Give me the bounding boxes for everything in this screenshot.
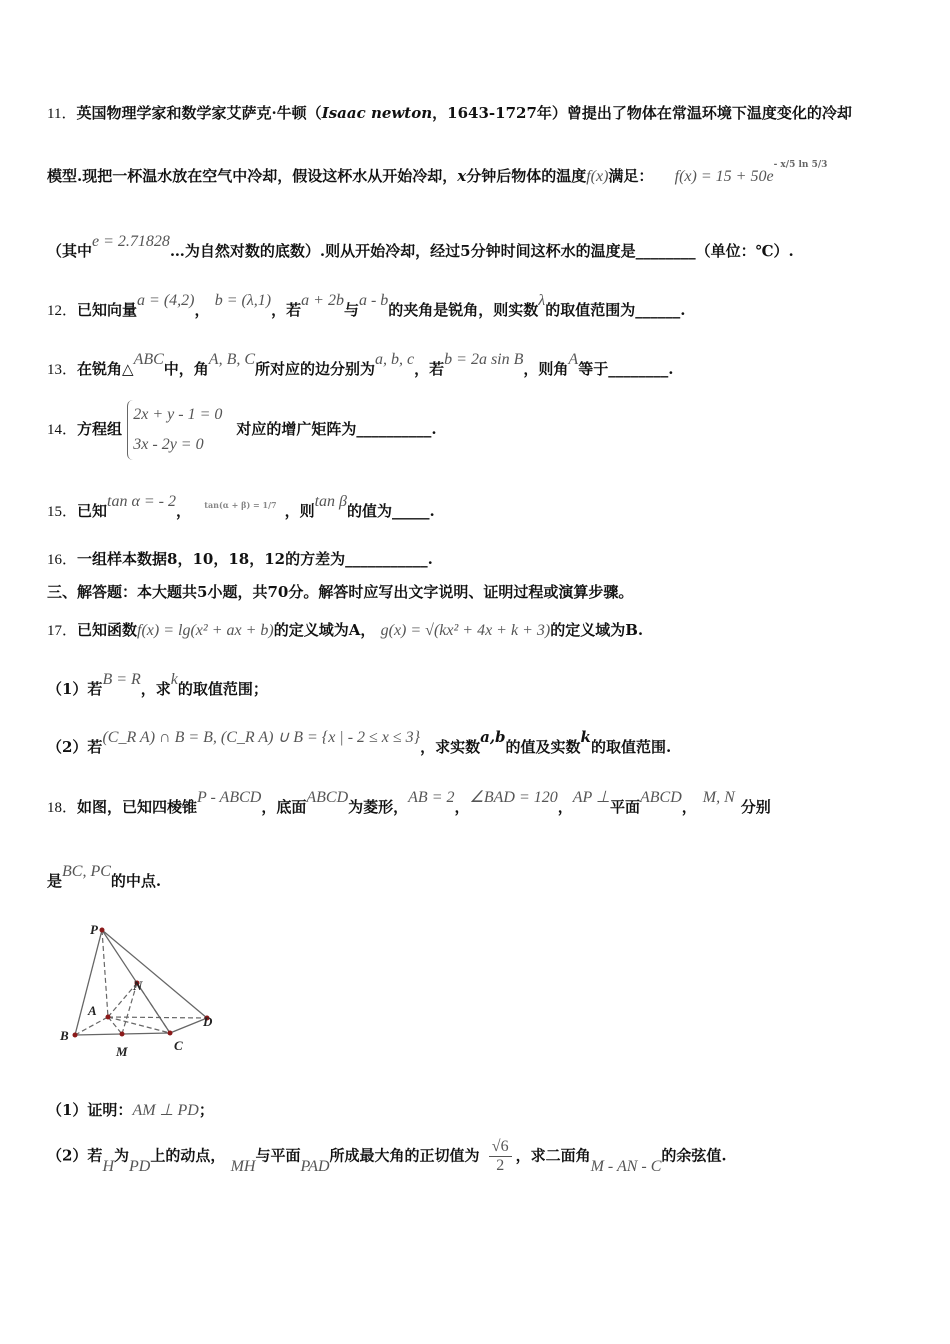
e-definition: e = 2.71828 xyxy=(92,233,170,250)
q17-part1: （1）若B = R，求k的取值范围； xyxy=(47,671,268,698)
q18-part2: （2）若H为PD上的动点， MH与平面PAD所成最大角的正切值为 $\frac{√6}{2}$ ，求二面角M - AN - C的余弦值. xyxy=(47,1138,727,1175)
q11-line1: 11．英国物理学家和数学家艾萨克·牛顿（Isaac newton，1643-1727年）曾提出了物体在常温环境下温度变化的冷却 xyxy=(47,104,852,122)
sqrt6-over-2: $\frac{√6}{2}$ xyxy=(489,1138,512,1175)
label-M: M xyxy=(116,1044,128,1059)
q18-part1: （1）证明：AM ⊥ PD； xyxy=(47,1101,214,1119)
cooling-formula: f(x) = 15 + 50e xyxy=(674,168,774,185)
point-P xyxy=(100,928,105,933)
section-3-heading: 三、解答题：本大题共5小题，共70分。解答时应写出文字说明、证明过程或演算步骤。 xyxy=(47,583,634,601)
label-C: C xyxy=(174,1038,183,1053)
point-A xyxy=(106,1015,111,1020)
equation-system: 2x + y - 1 = 0 3x - 2y = 0 xyxy=(127,400,222,460)
point-B xyxy=(73,1033,78,1038)
q17-line: 17．已知函数f(x) = lg(x² + ax + b)的定义域为A， g(x) = √(kx² + 4x + k + 3)的定义域为B. xyxy=(47,621,644,639)
q17-part2: （2）若(C_R A) ∩ B = B, (C_R A) ∪ B = {x | - 2 ≤ x ≤ 3}，求实数a,b的值及实数k的取值范围. xyxy=(47,728,672,756)
q16-line: 16．一组样本数据8，10，18，12的方差为___________. xyxy=(47,550,433,568)
point-C xyxy=(168,1031,173,1036)
q18-line2: 是BC, PC的中点. xyxy=(47,863,162,890)
label-B: B xyxy=(60,1028,69,1043)
edge-BA xyxy=(75,1017,108,1035)
label-P: P xyxy=(90,922,98,937)
pyramid-figure xyxy=(50,918,230,1068)
newton-name: Isaac newton xyxy=(321,104,433,122)
label-N: N xyxy=(133,978,143,993)
gx-sqrt: g(x) = √(kx² + 4x + k + 3) xyxy=(380,622,551,639)
q11-line3: （其中e = 2.71828…为自然对数的底数）.则从开始冷却，经过5分钟时间这杯水的温度是________（单位：℃）. xyxy=(47,233,794,260)
point-M xyxy=(120,1032,125,1037)
q14-line: 14．方程组 2x + y - 1 = 0 3x - 2y = 0 对应的增广矩阵为__________. xyxy=(47,400,437,460)
cooling-exponent: - x/5 ln 5/3 xyxy=(773,160,828,170)
q11-line2: 模型.现把一杯温水放在空气中冷却，假设这杯水从开始冷却，x分钟后物体的温度f(x)满足： $f(x) = 15 + 50e^{- x/5 ln 5/3}$ xyxy=(47,160,828,185)
q11-number: 11． xyxy=(47,106,77,122)
label-D: D xyxy=(203,1014,213,1029)
fx-symbol: f(x) xyxy=(586,168,609,185)
edge-CD xyxy=(170,1018,207,1033)
edge-AD xyxy=(108,1017,207,1018)
q12-line: 12．已知向量a = (4,2)， b = (λ,1)，若a + 2b与a - b的夹角是锐角，则实数λ的取值范围为______. xyxy=(47,292,686,319)
edge-PB xyxy=(75,930,102,1035)
edge-PA xyxy=(102,930,108,1017)
edge-PD xyxy=(102,930,207,1018)
label-A: A xyxy=(88,1003,97,1018)
q18-line1: 18．如图，已知四棱锥P - ABCD，底面ABCD为菱形，AB = 2，∠BAD = 120，AP ⊥平面ABCD，M, N分别 xyxy=(47,789,771,816)
q13-line: 13．在锐角△ABC中，角A, B, C所对应的边分别为a, b, c，若b = 2a sin B，则角A等于________. xyxy=(47,351,674,378)
fx-lg: f(x) = lg(x² + ax + b) xyxy=(137,622,274,639)
q15-line: 15．已知tan α = - 2， $^{tan(\alpha + \beta) = 1/7}$ ，则tan β的值为_____. xyxy=(47,493,435,520)
